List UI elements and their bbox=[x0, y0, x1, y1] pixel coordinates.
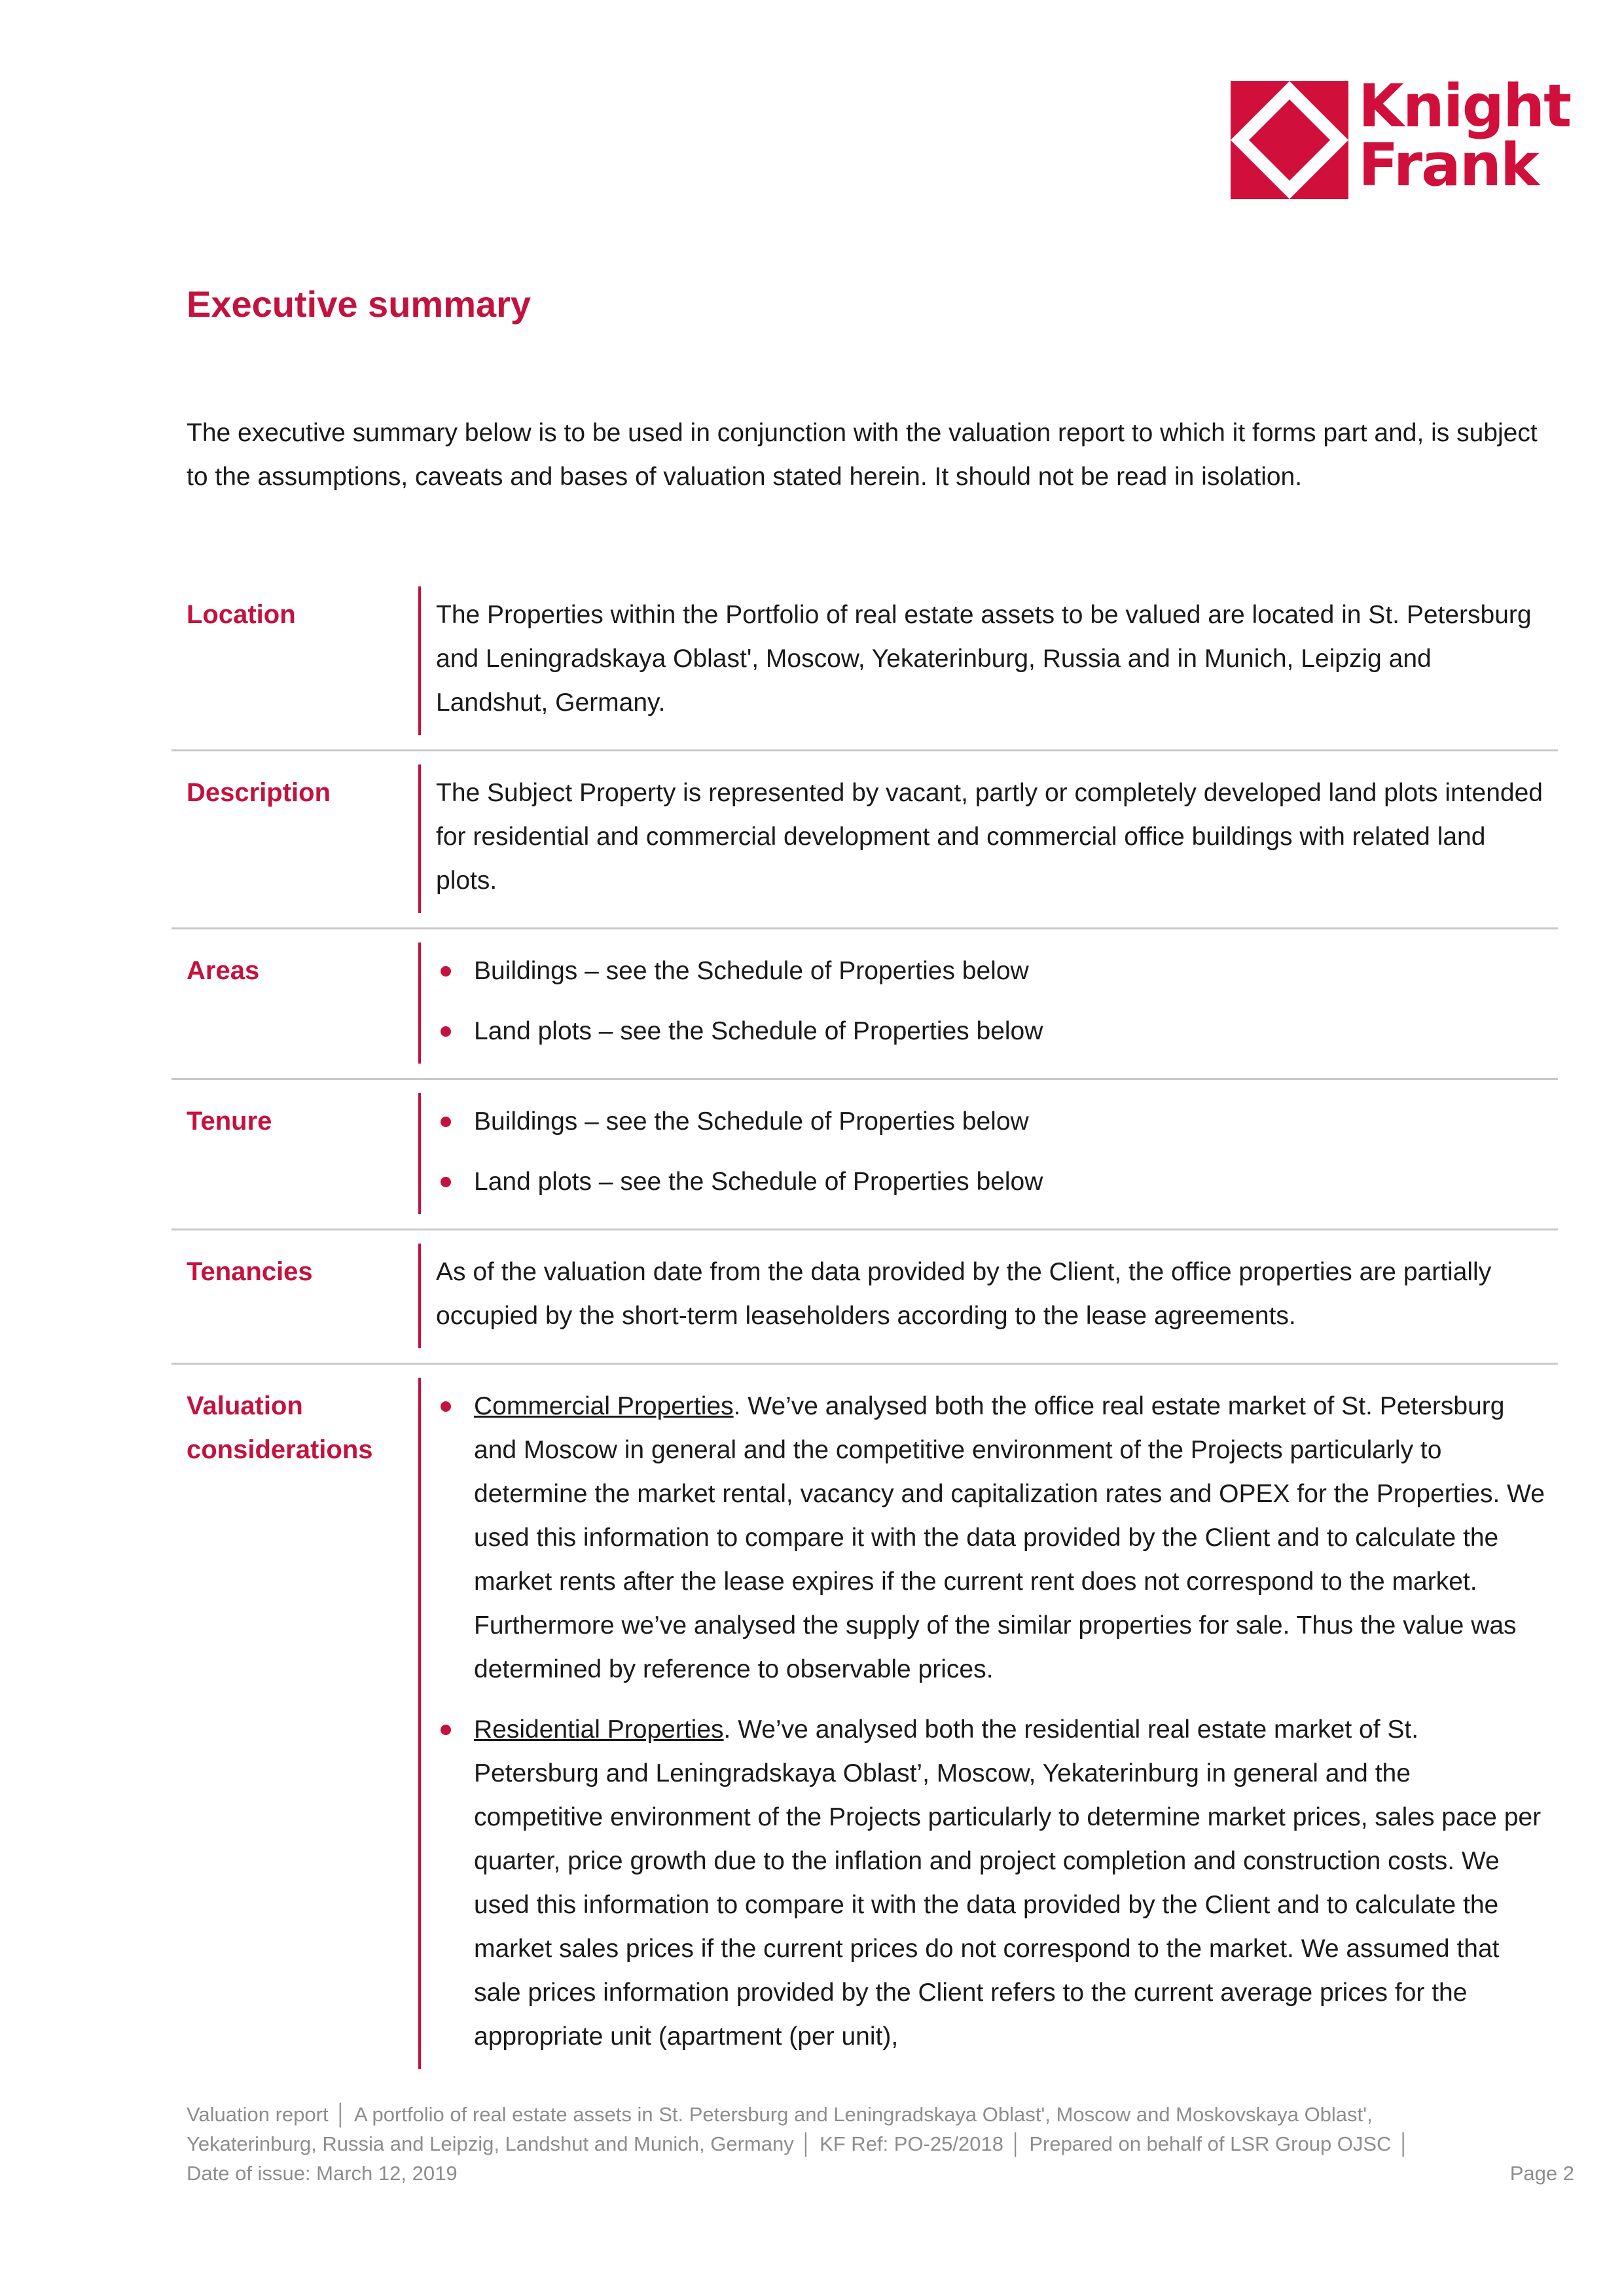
row-label-location: Location bbox=[187, 600, 296, 629]
row-description bbox=[171, 751, 1558, 929]
page-title: Executive summary bbox=[187, 283, 532, 325]
residential-properties-heading: Residential Properties bbox=[474, 1715, 724, 1744]
tenancies-text: As of the valuation date from the data provided by the Client, the office properties are partially occupied by the short-term leaseholders according to the lease agreements. bbox=[436, 1258, 1492, 1330]
row-content-valuation bbox=[418, 1378, 1558, 2069]
row-label-tenure: Tenure bbox=[187, 1107, 272, 1136]
row-tenancies bbox=[171, 1230, 1558, 1365]
bullet-icon bbox=[441, 1177, 451, 1187]
bullet-icon bbox=[441, 1401, 451, 1412]
row-valuation-considerations bbox=[171, 1365, 1558, 2083]
page-number: Page 2 bbox=[1509, 2162, 1574, 2185]
knight-frank-logo bbox=[1231, 72, 1571, 202]
list-item: Buildings – see the Schedule of Properties below bbox=[436, 949, 1545, 993]
row-content-description bbox=[418, 764, 1558, 913]
row-location bbox=[171, 573, 1558, 751]
list-item: Commercial Properties. We’ve analysed both the office real estate market of St. Petersburg and Moscow in general and the competitive environment of the Projects particularly to determine the market rental, vacancy and capitalization rates and OPEX for the Properties. We used this information to compare it with the data provided by the Client and to calculate the market rents after the lease expires if the current rent does not correspond to the market. Furthermore we’ve analysed the supply of the similar properties for sale. Thus the value was determined by reference to observable prices. bbox=[436, 1384, 1545, 1691]
knight-frank-mark-icon bbox=[1231, 81, 1348, 199]
bullet-icon bbox=[441, 1117, 451, 1127]
summary-table bbox=[171, 573, 1558, 2083]
footer-line-1: Valuation report │ A portfolio of real estate assets in St. Petersburg and Leningradskaya Oblast', Moscow and Moskovskaya Oblast', bbox=[187, 2103, 1373, 2126]
list-item: Land plots – see the Schedule of Properties below bbox=[436, 1009, 1545, 1053]
list-item: Buildings – see the Schedule of Properties below bbox=[436, 1100, 1545, 1143]
commercial-properties-heading: Commercial Properties bbox=[474, 1392, 734, 1420]
description-text: The Subject Property is represented by vacant, partly or completely developed land plots intended for residential and commercial development and commercial office buildings with related land plots. bbox=[436, 779, 1543, 895]
row-content-location bbox=[418, 586, 1558, 735]
list-item: Land plots – see the Schedule of Properties below bbox=[436, 1160, 1545, 1204]
row-label-areas: Areas bbox=[187, 956, 260, 985]
location-text: The Properties within the Portfolio of real estate assets to be valued are located in St. Petersburg and Leningradskaya Oblast', Moscow, Yekaterinburg, Russia and in Munich, Leipzig and Landshut, Germany. bbox=[436, 601, 1532, 717]
footer-line-2: Yekaterinburg, Russia and Leipzig, Landshut and Munich, Germany │ KF Ref: PO-25/2018 │ Prepared on behalf of LSR Group OJSC │ bbox=[187, 2132, 1411, 2155]
row-content-tenancies bbox=[418, 1244, 1558, 1348]
bullet-icon bbox=[441, 1026, 451, 1037]
list-item: Residential Properties. We’ve analysed both the residential real estate market of St. Petersburg and Leningradskaya Oblast’, Moscow, Yekaterinburg in general and the competitive environment of the Projects particularly to determine market prices, sales pace per quarter, price growth due to the inflation and project completion and construction costs. We used this information to compare it with the data provided by the Client and to calculate the market sales prices if the current prices do not correspond to the market. We assumed that sale prices information provided by the Client refers to the current average prices for the appropriate unit (apartment (per unit), bbox=[436, 1708, 1545, 2058]
row-areas bbox=[171, 929, 1558, 1080]
issue-date: Date of issue: March 12, 2019 bbox=[187, 2162, 458, 2185]
row-label-tenancies: Tenancies bbox=[187, 1257, 313, 1286]
row-label-valuation: Valuation considerations bbox=[187, 1391, 373, 1464]
intro-paragraph: The executive summary below is to be used in conjunction with the valuation report to which it forms part and, is subject to the assumptions, caveats and bases of valuation stated herein. It should not be read in isolation. bbox=[187, 419, 1538, 491]
page-footer bbox=[187, 2100, 1574, 2188]
row-tenure bbox=[171, 1080, 1558, 1230]
row-content-areas bbox=[418, 942, 1558, 1064]
row-label-description: Description bbox=[187, 778, 331, 807]
bullet-icon bbox=[441, 966, 451, 977]
logo-wordmark: Knight Frank bbox=[1358, 72, 1571, 200]
bullet-icon bbox=[441, 1725, 451, 1735]
footer-line-3 bbox=[187, 2159, 1574, 2188]
row-content-tenure bbox=[418, 1093, 1558, 1214]
